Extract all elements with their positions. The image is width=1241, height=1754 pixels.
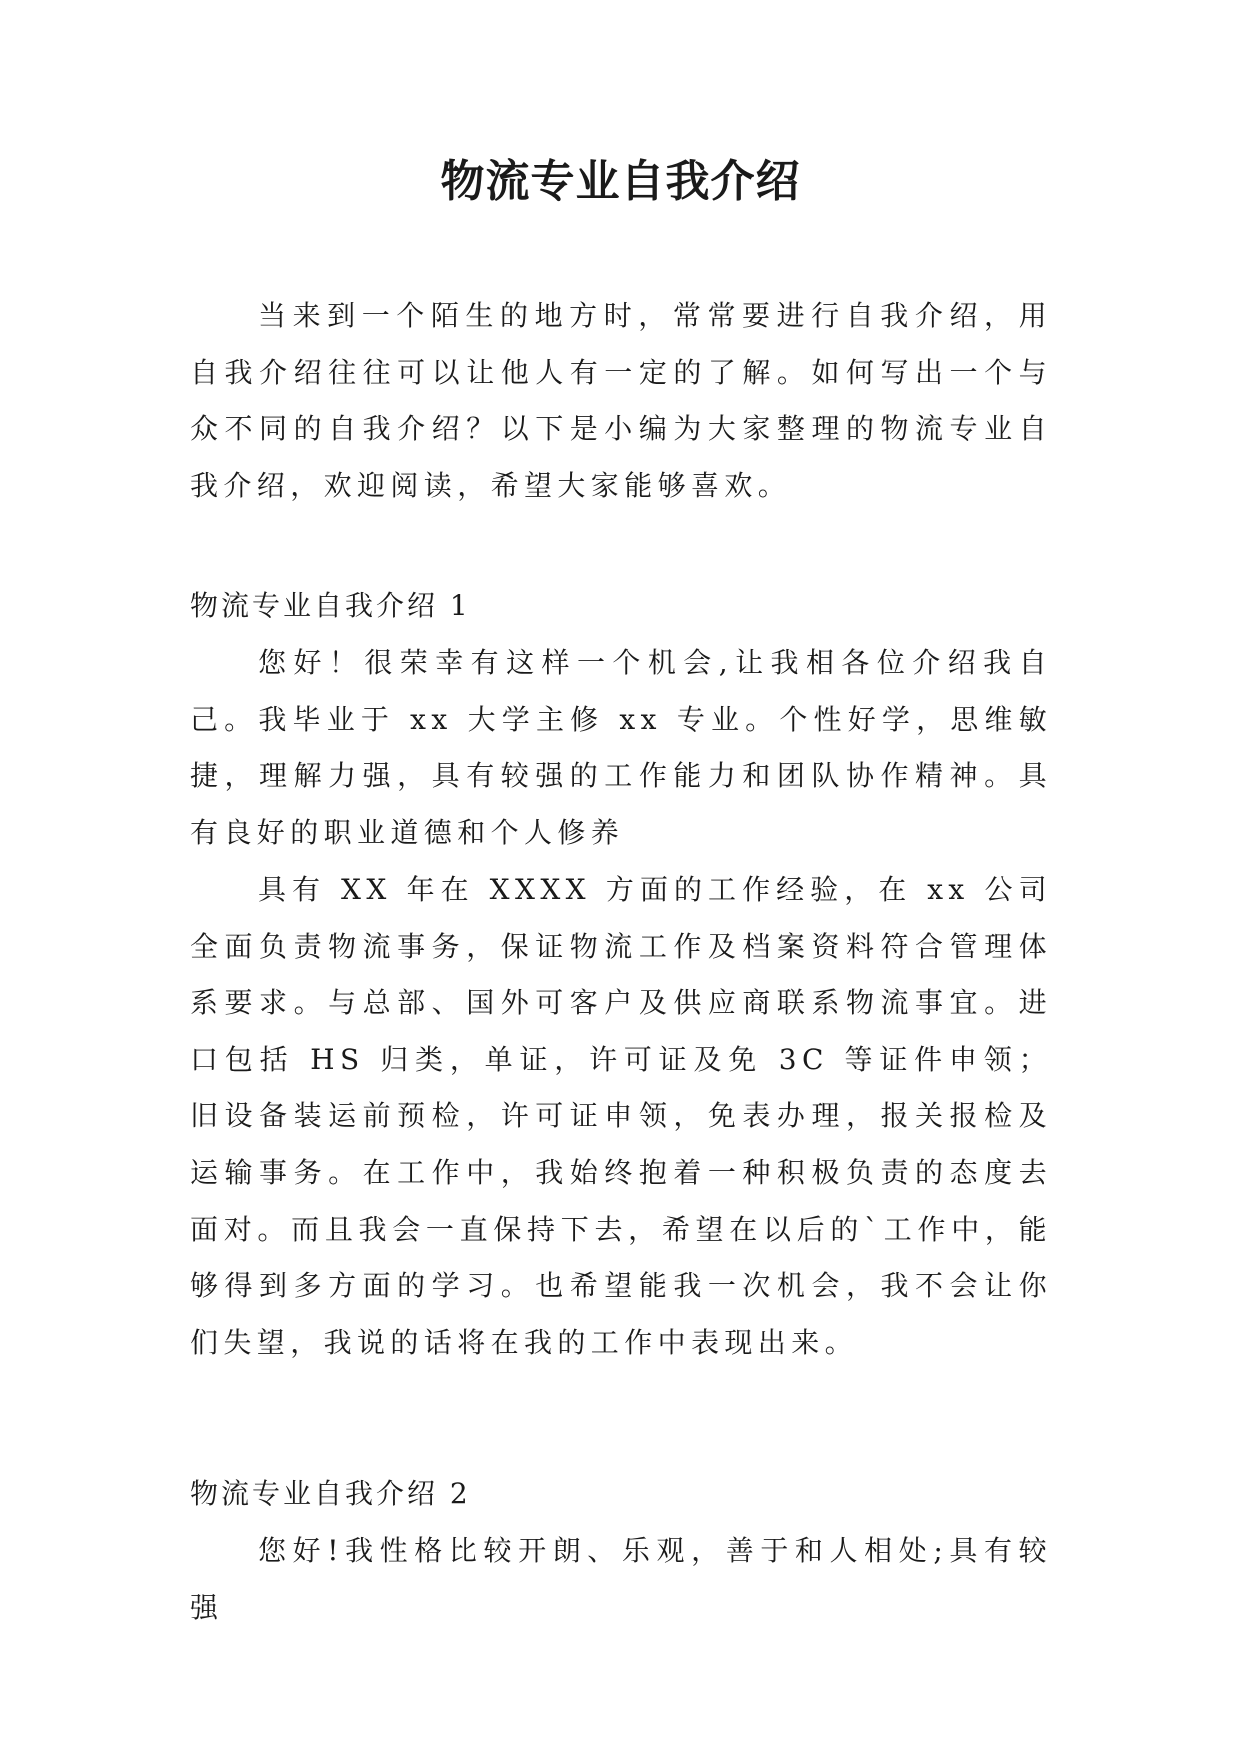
section-heading-1: 物流专业自我介绍 1 <box>190 589 471 622</box>
document-title: 物流专业自我介绍 <box>440 156 801 207</box>
intro-paragraph: 当来到一个陌生的地方时，常常要进行自我介绍，用自我介绍往往可以让他人有一定的了解。如何写出一个与众不同的自我介绍？以下是小编为大家整理的物流专业自我介绍，欢迎阅读，希望大家能够喜欢。 <box>190 299 1052 502</box>
section-heading-2: 物流专业自我介绍 2 <box>190 1477 471 1510</box>
section-2-paragraph-1: 您好!我性格比较开朗、乐观，善于和人相处;具有较强 <box>190 1534 1052 1624</box>
section-1-paragraph-1: 您好！很荣幸有这样一个机会,让我相各位介绍我自己。我毕业于 xx 大学主修 xx 专业。个性好学，思维敏捷，理解力强，具有较强的工作能力和团队协作精神。具有良好的职业道德和个人修养 <box>190 646 1052 849</box>
section-1-paragraph-2: 具有 XX 年在 XXXX 方面的工作经验，在 xx 公司全面负责物流事务，保证物流工作及档案资料符合管理体系要求。与总部、国外可客户及供应商联系物流事宜。进口包括 HS 归类，单证，许可证及免 3C 等证件申领；旧设备装运前预检，许可证申领，免表办理，报关报检及运输事务。在工作中，我始终抱着一种积极负责的态度去面对。而且我会一直保持下去，希望在以后的`工作中，能够得到多方面的学习。也希望能我一次机会，我不会让你们失望，我说的话将在我的工作中表现出来。 <box>190 873 1052 1359</box>
